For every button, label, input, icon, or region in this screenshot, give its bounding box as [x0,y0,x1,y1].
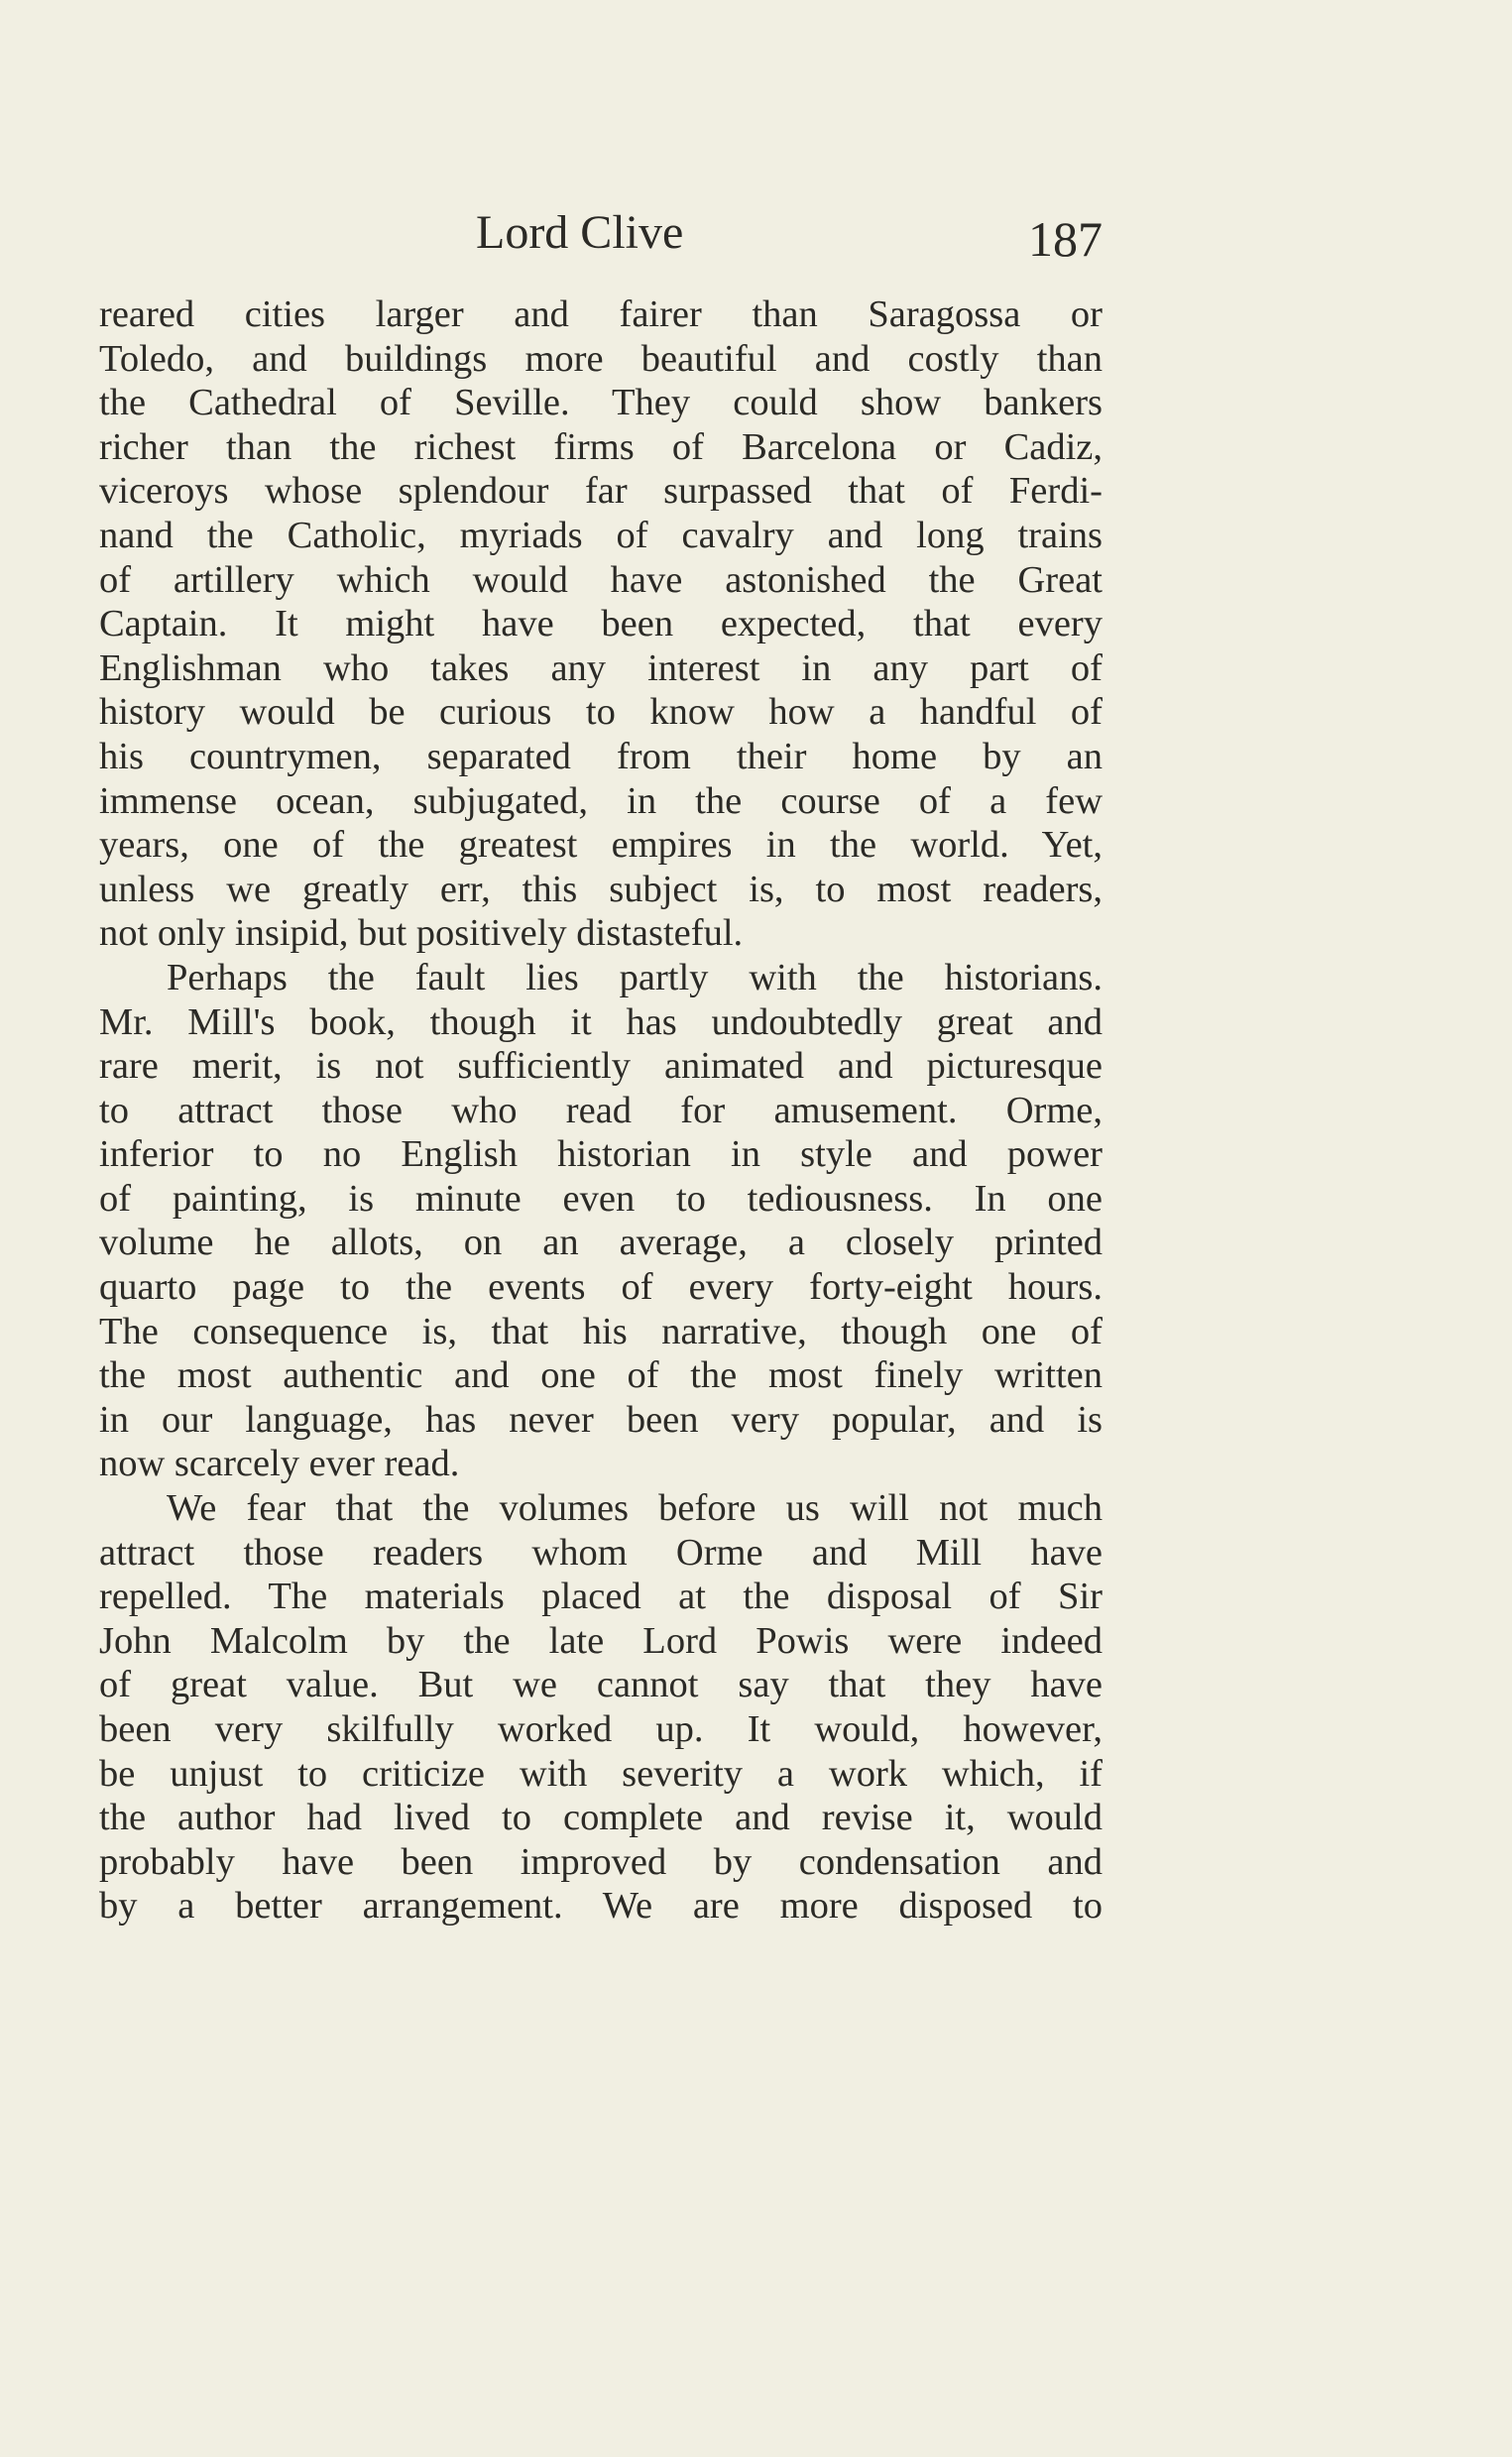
text-line: nand the Catholic, myriads of cavalry and long trains [99,514,1103,556]
text-line: Englishman who takes any interest in any part of [99,646,1103,689]
text-line: of great value. But we cannot say that they have [99,1664,1103,1706]
text-line: not only insipid, but positively distasteful. [99,912,744,955]
text-line: repelled. The materials placed at the disposal of Sir [99,1576,1103,1618]
text-line: the most authentic and one of the most finely written [99,1354,1103,1397]
text-line: probably have been improved by condensation and [99,1840,1103,1883]
text-line: viceroys whose splendour far surpassed that of Ferdi- [99,470,1103,513]
text-line: been very skilfully worked up. It would, however, [99,1708,1103,1750]
body-text [99,292,1103,1929]
page-header [99,203,1103,273]
text-line: Perhaps the fault lies partly with the historians. [167,956,1103,998]
text-line: volume he allots, on an average, a closely printed [99,1222,1103,1264]
text-line: attract those readers whom Orme and Mill have [99,1531,1103,1574]
text-line: by a better arrangement. We are more disposed to [99,1885,1103,1928]
text-line: years, one of the greatest empires in the world. Yet, [99,824,1103,867]
text-line: be unjust to criticize with severity a work which, if [99,1752,1103,1795]
text-line: The consequence is, that his narrative, though one of [99,1310,1103,1352]
text-line: We fear that the volumes before us will not much [167,1487,1103,1530]
text-line: in our language, has never been very popular, and is [99,1398,1103,1441]
text-line: inferior to no English historian in style and power [99,1133,1103,1176]
text-line: Mr. Mill's book, though it has undoubtedly great and [99,1000,1103,1043]
text-line: Captain. It might have been expected, that every [99,603,1103,645]
text-line: the Cathedral of Seville. They could show bankers [99,382,1103,424]
running-title: Lord Clive [476,206,684,259]
text-line: of painting, is minute even to tediousness. In one [99,1177,1103,1220]
text-line: his countrymen, separated from their home by an [99,735,1103,777]
text-line: of artillery which would have astonished the Great [99,558,1103,601]
text-line: history would be curious to know how a handful of [99,691,1103,734]
text-line: to attract those who read for amusement. Orme, [99,1089,1103,1131]
text-line: quarto page to the events of every forty-eight hours. [99,1266,1103,1309]
text-line: reared cities larger and fairer than Saragossa or [99,293,1103,335]
text-line: immense ocean, subjugated, in the course of a few [99,779,1103,822]
text-line: unless we greatly err, this subject is, to most readers, [99,868,1103,910]
text-line: Toledo, and buildings more beautiful and costly than [99,337,1103,380]
text-line: the author had lived to complete and revise it, would [99,1797,1103,1839]
page-number: 187 [1028,211,1103,267]
text-line: rare merit, is not sufficiently animated and picturesque [99,1045,1103,1088]
text-line: John Malcolm by the late Lord Powis were indeed [99,1619,1103,1662]
text-line: richer than the richest firms of Barcelona or Cadiz, [99,425,1103,468]
text-line: now scarcely ever read. [99,1443,460,1485]
